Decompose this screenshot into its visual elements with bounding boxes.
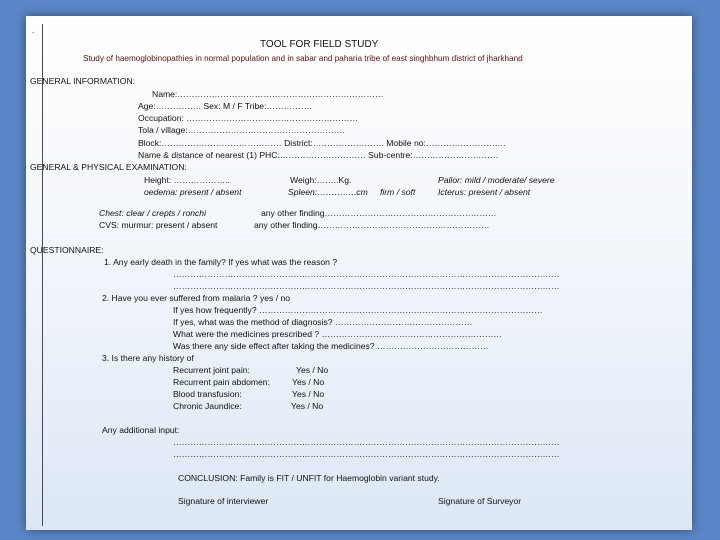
general-information-heading: GENERAL INFORMATION: [30,76,136,86]
tola-village-field: Tola / village:………………………………………………. [138,125,345,135]
question-2: 2. Have you ever suffered from malaria ? yes / no [102,293,291,303]
question-2b: If yes, what was the method of diagnosis? ………………………………………… [173,317,473,327]
oedema-field: oedema: present / absent [144,187,242,197]
surveyor-signature: Signature of Surveyor [438,496,522,506]
icterus-field: Icterus: present / absent [438,187,531,197]
form-subtitle: Study of haemoglobinopathies in normal population and in sabar and paharia tribe of east singhbhum district of jharkhand [83,54,523,63]
history-pain-abdomen-answer: Yes / No [292,377,325,387]
cvs-other-finding: any other finding…………………………………………………… [254,220,490,230]
weight-field: Weigh:……..Kg. [290,175,352,185]
question-3: 3. Is there any history of [102,353,194,363]
history-blood-transfusion-answer: Yes / No [292,389,325,399]
margin-line [42,24,43,526]
chest-field: Chest: clear / crepts / ronchi [99,208,206,218]
question-2a: If yes how frequently? ……………………………………………………………………………………… [173,305,543,315]
question-2d: Was there any side effect after taking the medicines? ………………………………… [173,341,489,351]
additional-input-line-2: ……………………………………………………………………………………………………………………… [173,449,560,459]
questionnaire-heading: QUESTIONNAIRE: [30,245,104,255]
form-page [26,16,692,530]
height-field: Height: ……………….. [144,175,230,185]
question-1-answer-line-1: ……………………………………………………………………………………………………………………… [173,269,560,279]
spleen-field: Spleen:…………..cm [288,187,368,197]
history-joint-pain-answer: Yes / No [296,365,329,375]
form-title: TOOL FOR FIELD STUDY [260,39,379,50]
interviewer-signature: Signature of interviewer [178,496,269,506]
block-district-mobile-field: Block:…………………………………… District:……………………. Mobile no:………………………. [138,138,506,148]
chest-other-finding: any other finding…………………………………………………… [261,208,497,218]
history-blood-transfusion-label: Blood transfusion: [173,389,242,399]
conclusion: CONCLUSION: Family is FIT / UNFIT for Haemoglobin variant study. [178,473,440,483]
cvs-field: CVS: murmur: present / absent [99,220,218,230]
question-2c: What were the medicines prescribed ? ……………………………………………………… [173,329,503,339]
nearest-phc-field: Name & distance of nearest (1) PHC:………………………… Sub-centre:………………………… [138,150,499,160]
history-chronic-jaundice-label: Chronic Jaundice: [173,401,242,411]
history-joint-pain-label: Recurrent joint pain: [173,365,250,375]
question-1: 1. Any early death in the family? If yes what was the reason ? [104,257,338,267]
history-pain-abdomen-label: Recurrent pain abdomen: [173,377,270,387]
physical-examination-heading: GENERAL & PHYSICAL EXAMINATION: [30,162,187,172]
name-field: Name:……………………………………………………………… [152,89,384,99]
occupation-field: Occupation: …………………………………………………… [138,113,359,123]
additional-input-line-1: ……………………………………………………………………………………………………………………… [173,437,560,447]
additional-input-label: Any additional input: [102,425,180,435]
corner-dot: . [32,25,35,35]
age-sex-tribe-field: Age:……………. Sex: M / F Tribe:……………. [138,101,312,111]
pallor-field: Pallor: mild / moderate/ severe [438,175,555,185]
history-chronic-jaundice-answer: Yes / No [291,401,324,411]
spleen-consistency: firm / soft [380,187,416,197]
question-1-answer-line-2: ……………………………………………………………………………………………………………………… [173,281,560,291]
